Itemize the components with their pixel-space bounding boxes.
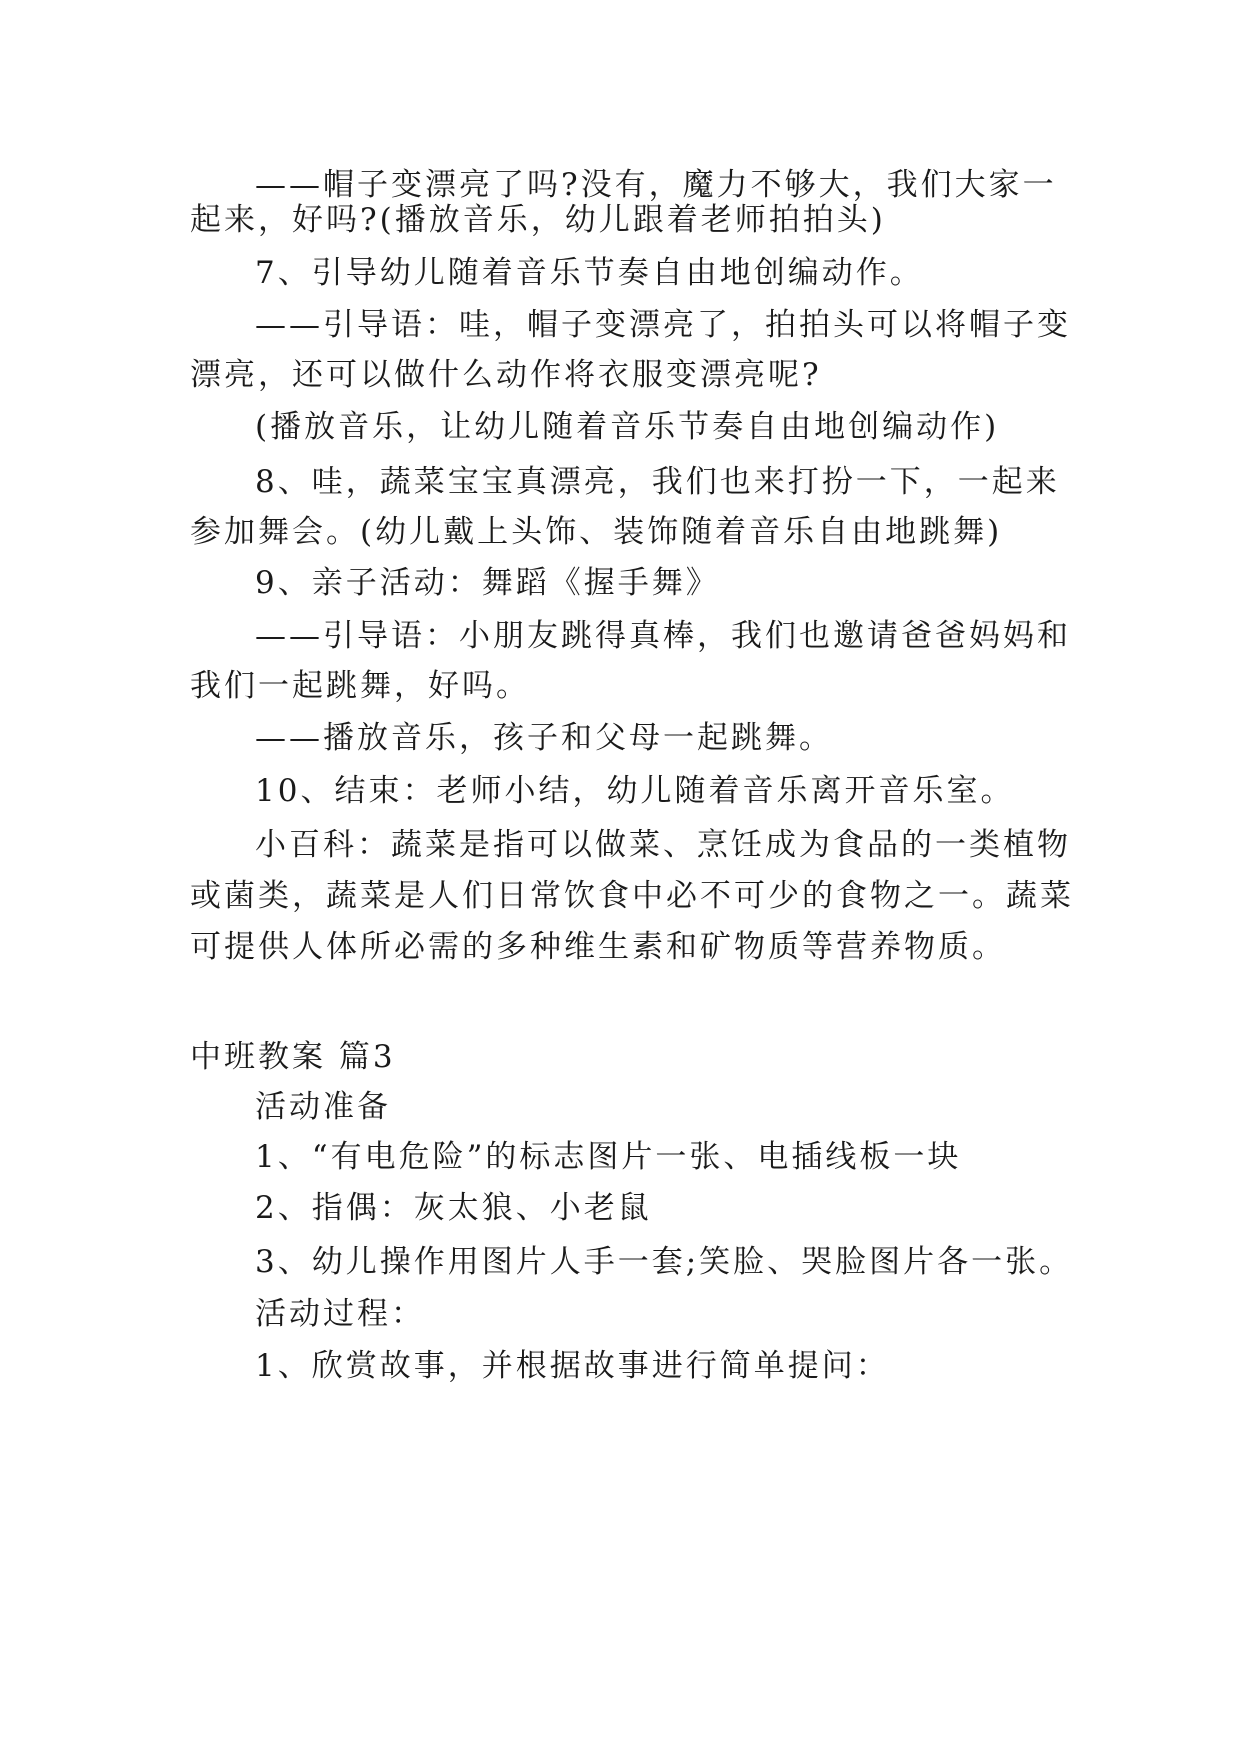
section-line: 活动准备 [255,1089,391,1125]
paragraph-line: ——帽子变漂亮了吗?没有，魔力不够大，我们大家一 [255,167,1057,203]
paragraph-line: 我们一起跳舞，好吗。 [190,668,530,704]
paragraph-line: 10、结束：老师小结，幼儿随着音乐离开音乐室。 [255,773,1015,809]
paragraph-line: 小百科：蔬菜是指可以做菜、烹饪成为食品的一类植物 [255,827,1071,863]
paragraph-line: 9、亲子活动：舞蹈《握手舞》 [255,565,720,601]
paragraph-line: ——引导语：哇，帽子变漂亮了，拍拍头可以将帽子变 [255,307,1071,343]
section-line: 3、幼儿操作用图片人手一套;笑脸、哭脸图片各一张。 [255,1244,1074,1280]
section-title: 中班教案 篇3 [190,1039,396,1075]
paragraph-line: 漂亮，还可以做什么动作将衣服变漂亮呢? [190,357,822,393]
paragraph-line: (播放音乐，让幼儿随着音乐节奏自由地创编动作) [255,409,1000,445]
paragraph-line: 7、引导幼儿随着音乐节奏自由地创编动作。 [255,255,924,291]
section-line: 1、“有电危险”的标志图片一张、电插线板一块 [255,1139,962,1175]
paragraph-line: 可提供人体所必需的多种维生素和矿物质等营养物质。 [190,929,1006,965]
paragraph-line: 起来，好吗?(播放音乐，幼儿跟着老师拍拍头) [190,202,886,238]
paragraph-line: 或菌类，蔬菜是人们日常饮食中必不可少的食物之一。蔬菜 [190,878,1074,914]
section-line: 活动过程： [255,1296,425,1332]
paragraph-line: ——引导语：小朋友跳得真棒，我们也邀请爸爸妈妈和 [255,618,1071,654]
paragraph-line: ——播放音乐，孩子和父母一起跳舞。 [255,720,833,756]
paragraph-line: 参加舞会。(幼儿戴上头饰、装饰随着音乐自由地跳舞) [190,514,1003,550]
section-line: 1、欣赏故事，并根据故事进行简单提问： [255,1348,890,1384]
paragraph-line: 8、哇，蔬菜宝宝真漂亮，我们也来打扮一下，一起来 [255,464,1060,500]
section-line: 2、指偶：灰太狼、小老鼠 [255,1190,652,1226]
